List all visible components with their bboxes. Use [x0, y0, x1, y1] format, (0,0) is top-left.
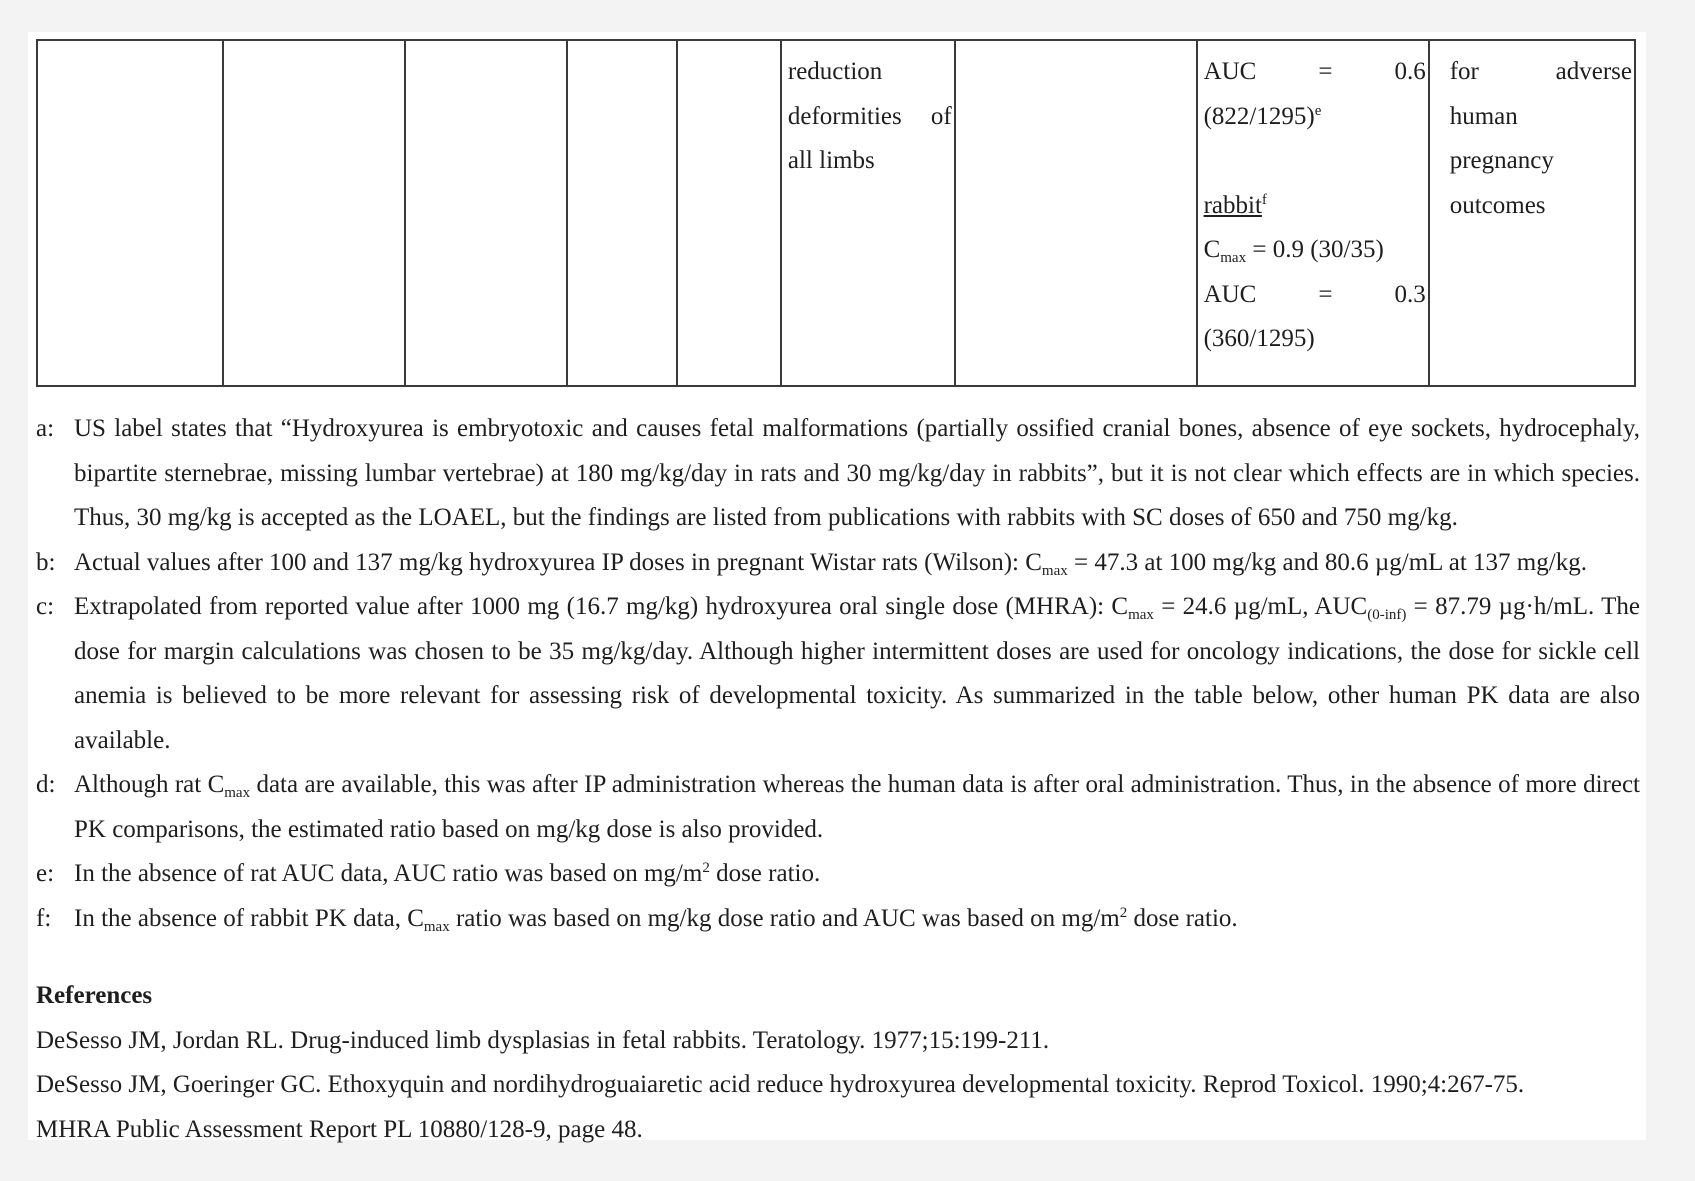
footnote-text: = 24.6 µg/mL, AUC [1153, 593, 1368, 620]
subscript: max [224, 785, 251, 801]
footnote-key: a: [36, 415, 55, 442]
footnote-text: US label states that “Hydroxyurea is embryotoxic and causes fetal malformations (partially ossified cranial bones, absence of eye sockets, hydrocephaly, bipartite sternebrae, missing lumbar vertebrae) at 180 mg/kg/day in rats and 30 mg/kg/day in rabbits”, but it is not clear which effects are in which species. Thus, 30 mg/kg is accepted as the LOAEL, but the findings are listed from publications with rabbits with SC doses of 650 and 750 mg/kg. [74, 415, 1640, 531]
blank-line [1204, 139, 1426, 184]
footnote-text: dose ratio. [1127, 904, 1238, 932]
reference-item: DeSesso JM, Goeringer GC. Ethoxyquin and nordihydroguaiaretic acid reduce hydroxyurea developmental toxicity. Reprod Toxicol. 1990;4:267-75. [36, 1071, 1525, 1098]
table-cell-empty [223, 40, 405, 386]
auc-line [1204, 273, 1426, 318]
cell-word: = [1318, 280, 1333, 308]
cell-word: for [1449, 58, 1479, 85]
footnote-text: = 47.3 at 100 mg/kg and 80.6 µg/mL at 137 mg/kg. [1067, 548, 1587, 576]
footnote-text: In the absence of rabbit PK data, C [74, 904, 424, 932]
superscript: 2 [702, 860, 710, 876]
cell-line: outcomes [1449, 191, 1546, 219]
references-section [36, 974, 1640, 1152]
subscript: max [1041, 562, 1068, 579]
subscript: max [1128, 607, 1154, 623]
footnote-a [36, 407, 1640, 541]
footnote-text: In the absence of rat AUC data, AUC ratio was based on mg/m [74, 860, 703, 887]
footnote-text: Although rat C [74, 771, 225, 798]
table-row [37, 40, 1635, 386]
table-cell-empty [37, 40, 223, 386]
table-cell-empty [677, 40, 781, 386]
footnotes [36, 407, 1640, 941]
footnote-key: e: [36, 860, 55, 887]
footnote-text: ratio was based on mg/kg dose ratio and AUC was based on mg/m [449, 904, 1120, 932]
footnote-key: c: [36, 593, 55, 620]
cell-line: all limbs [787, 147, 875, 174]
footnote-marker: e [1314, 102, 1322, 119]
species-label [1204, 184, 1426, 229]
cell-word: = 0.9 (30/35) [1246, 236, 1384, 263]
table-cell-empty [955, 40, 1197, 386]
footnote-text: data are available, this was after IP administration whereas the human data is after oral administration. Thus, in the absence of more direct PK comparisons, the estimated ratio based on mg/kg dose is also provided. [74, 771, 1640, 843]
cell-word: deformities [787, 102, 902, 130]
auc-fraction [1204, 95, 1426, 140]
cell-word: AUC [1203, 280, 1257, 308]
footnote-e [36, 852, 1640, 897]
subscript: (0-inf) [1367, 607, 1407, 623]
cell-word: (822/1295) [1203, 102, 1315, 130]
superscript: 2 [1119, 904, 1128, 921]
auc-line [1204, 50, 1426, 95]
cell-line: pregnancy [1449, 147, 1554, 174]
footnote-text: = 87.79 µg·h/mL. The dose for margin calculations was chosen to be 35 mg/kg/day. Although higher intermittent doses are used for oncology indications, the dose for sickle cell anemia is believed to be more relevant for assessing risk of developmental toxicity. As summarized in the table below, other human PK data are also available. [74, 593, 1640, 754]
data-table [36, 39, 1636, 387]
reference-item: DeSesso JM, Jordan RL. Drug-induced limb dysplasias in fetal rabbits. Teratology. 1977;15:199-211. [36, 1026, 1050, 1054]
footnote-text: Actual values after 100 and 137 mg/kg hydroxyurea IP doses in pregnant Wistar rats (Wilson): C [74, 548, 1042, 576]
footnote-text: Extrapolated from reported value after 1000 mg (16.7 mg/kg) hydroxyurea oral single dose (MHRA): C [74, 593, 1129, 620]
footnote-d [36, 763, 1640, 852]
cell-word: of [930, 102, 952, 130]
footnote-text: dose ratio. [709, 860, 821, 887]
footnote-b [36, 541, 1640, 586]
table-cell-empty [405, 40, 567, 386]
table-cell-empty [567, 40, 677, 386]
cell-line [1450, 50, 1632, 95]
table-cell-exposure-ratio [1197, 40, 1429, 386]
footnote-key: f: [36, 904, 52, 932]
footnote-c [36, 585, 1640, 763]
cell-word: C [1203, 236, 1221, 263]
table-cell-comment [1429, 40, 1635, 386]
cell-word: rabbit [1203, 191, 1262, 219]
auc-fraction: (360/1295) [1203, 325, 1315, 352]
cell-word: AUC [1203, 58, 1257, 85]
cell-line: human [1449, 102, 1518, 130]
reference-item: MHRA Public Assessment Report PL 10880/128-9, page 48. [36, 1115, 643, 1143]
references-heading: References [36, 982, 153, 1009]
cell-word: 0.6 [1394, 58, 1426, 85]
footnote-marker: f [1261, 191, 1267, 208]
table-cell-findings [781, 40, 955, 386]
cell-word: 0.3 [1394, 280, 1426, 308]
subscript: max [423, 918, 450, 935]
cell-line: reduction [787, 58, 883, 85]
footnote-key: d: [36, 771, 56, 798]
cell-word: adverse [1555, 58, 1632, 85]
cmax-line [1204, 228, 1426, 273]
footnote-key: b: [36, 548, 56, 576]
subscript: max [1220, 250, 1247, 266]
cell-word: = [1318, 58, 1333, 85]
footnote-f [36, 897, 1640, 942]
cell-line [788, 95, 952, 140]
document-page [28, 32, 1646, 1143]
